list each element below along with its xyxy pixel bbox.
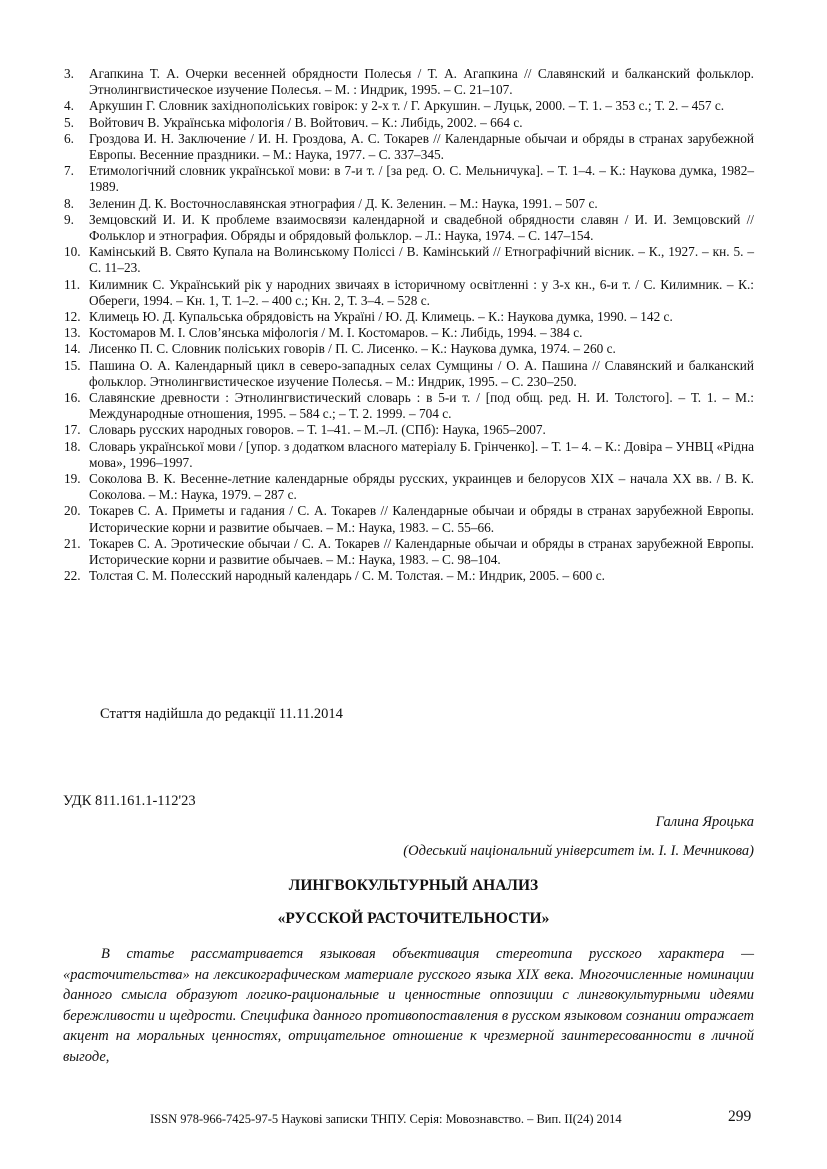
reference-text: Климець Ю. Д. Купальська обрядовість на Україні / Ю. Д. Климець. – К.: Наукова думка, 1990. – 142 с. xyxy=(89,309,673,325)
reference-item xyxy=(64,66,754,98)
reference-text: Зеленин Д. К. Восточнославянская этнография / Д. К. Зеленин. – М.: Наука, 1991. – 507 с. xyxy=(89,195,598,211)
reference-text: Агапкина Т. А. Очерки весенней обрядности Полесья / Т. А. Агапкина // Славянский и балканский фольклор. Этнолингвистическое изучение Полесья. – М. : Индрик, 1995. – С. 21–107. xyxy=(89,66,754,98)
reference-text: Костомаров М. І. Слов’янська міфологія / М. І. Костомаров. – К.: Либідь, 1994. – 384 с. xyxy=(89,325,583,341)
reference-number: 20. xyxy=(64,503,81,519)
reference-text: Земцовский И. И. К проблеме взаимосвязи календарной и свадебной обрядности славян / И. И. Земцовский // Фольклор и этнография. Обряды и обрядовый фольклор. – Л.: Наука, 1974. – С. 147–154. xyxy=(89,211,754,244)
reference-item xyxy=(64,98,754,114)
reference-text: Словарь русских народных говоров. – Т. 1–41. – М.–Л. (СПб): Наука, 1965–2007. xyxy=(89,422,546,438)
reference-item xyxy=(64,115,754,131)
reference-number: 19. xyxy=(64,471,81,487)
reference-text: Токарев С. А. Эротические обычаи / С. А. Токарев // Календарные обычаи и обряды в странах зарубежной Европы. Исторические корни и развитие обычаев. – М.: Наука, 1983. – С. 98–104. xyxy=(89,535,754,568)
reference-item xyxy=(64,244,754,276)
reference-item xyxy=(64,439,754,471)
udc-code: УДК 811.161.1-112'23 xyxy=(63,793,196,809)
reference-item xyxy=(64,536,754,568)
reference-item xyxy=(64,212,754,244)
reference-item xyxy=(64,163,754,195)
reference-number: 17. xyxy=(64,422,81,438)
reference-item xyxy=(64,358,754,390)
author-affiliation: (Одеський національний університет ім. І. І. Мечникова) xyxy=(403,843,754,859)
reference-item xyxy=(64,390,754,422)
reference-item xyxy=(64,309,754,325)
article-title-line-1: ЛИНГВОКУЛЬТУРНЫЙ АНАЛИЗ xyxy=(288,877,539,894)
reference-number: 22. xyxy=(64,568,81,584)
reference-item xyxy=(64,131,754,163)
reference-number: 3. xyxy=(64,66,74,81)
reference-number: 18. xyxy=(64,438,81,454)
reference-item xyxy=(64,325,754,341)
reference-text: Токарев С. А. Приметы и гадания / С. А. Токарев // Календарные обычаи и обряды в странах зарубежной Европы. Исторические корни и развитие обычаев. – М.: Наука, 1983. – С. 55–66. xyxy=(89,503,754,535)
reference-number: 16. xyxy=(64,390,81,406)
reference-number: 8. xyxy=(64,195,74,211)
reference-item xyxy=(64,471,754,503)
page-number: 299 xyxy=(728,1108,752,1125)
reference-text: Етимологічний словник української мови: в 7-и т. / [за ред. О. С. Мельничука]. – Т. 1–4. – К.: Наукова думка, 1982–1989. xyxy=(89,163,754,195)
reference-number: 14. xyxy=(64,341,81,357)
author-name: Галина Яроцька xyxy=(655,814,754,830)
reference-item xyxy=(64,196,754,212)
reference-text: Аркушин Г. Словник західнополіських говірок: у 2-х т. / Г. Аркушин. – Луцьк, 2000. – Т. 1. – 353 с.; Т. 2. – 457 с. xyxy=(89,98,725,114)
reference-number: 6. xyxy=(64,130,74,146)
reference-item xyxy=(64,277,754,309)
reference-number: 4. xyxy=(64,98,74,114)
reference-item xyxy=(64,568,754,584)
reference-number: 13. xyxy=(64,325,81,341)
reference-text: Войтович В. Українська міфологія / В. Войтович. – К.: Либідь, 2002. – 664 с. xyxy=(89,114,523,130)
reference-item xyxy=(64,503,754,535)
reference-list xyxy=(64,66,754,585)
reference-number: 11. xyxy=(64,276,81,292)
reference-text: Лисенко П. С. Словник поліських говорів / П. С. Лисенко. – К.: Наукова думка, 1974. – 260 с. xyxy=(89,341,616,357)
reference-number: 10. xyxy=(64,244,81,260)
journal-footer: ISSN 978-966-7425-97-5 Наукові записки ТНПУ. Серія: Мовознавство. – Вип. ІІ(24) 2014 xyxy=(150,1112,622,1126)
reference-item xyxy=(64,422,754,438)
reference-number: 15. xyxy=(64,357,81,373)
reference-text: Славянские древности : Этнолингвистический словарь : в 5-и т. / [под общ. ред. Н. И. Толстого]. – Т. 1. – М.: Международные отношения, 1995. – 584 с.; – Т. 2. 1999. – 704 с. xyxy=(89,390,754,422)
reference-text: Соколова В. К. Весенне-летние календарные обряды русских, украинцев и белорусов XIX – начала XX вв. / В. К. Соколова. – М.: Наука, 1979. – 287 с. xyxy=(89,471,754,503)
reference-number: 9. xyxy=(64,211,74,227)
reference-number: 7. xyxy=(64,163,74,179)
reference-text: Камінський В. Свято Купала на Волинському Поліссі / В. Камінський // Етнографічний вісник. – К., 1927. – кн. 5. – С. 11–23. xyxy=(89,244,754,276)
abstract: В статье рассматривается языковая объективация стереотипа русского характера — «расточительства» на лексикографическом материале русского языка XIX века. Многочисленные номинации данного смысла образуют логико-рациональные и ценностные оппозиции с лингвокультурными идеями бережливости и щедрости. Специфика данного противопоставления в русском языковом сознании отражает акцент на моральных ценностях, отрицательное отношение к чрезмерной заинтересованности в личной выгоде, xyxy=(63,946,754,1065)
reference-text: Толстая С. М. Полесский народный календарь / С. М. Толстая. – М.: Индрик, 2005. – 600 с. xyxy=(89,568,606,584)
article-title-line-2: «РУССКОЙ РАСТОЧИТЕЛЬНОСТИ» xyxy=(277,910,550,927)
reference-text: Пашина О. А. Календарный цикл в северо-западных селах Сумщины / О. А. Пашина // Славянский и балканский фольклор. Этнолингвистическое изучение Полесья. – М.: Индрик, 1995. – С. 230–250. xyxy=(89,357,754,389)
received-note: Стаття надійшла до редакції 11.11.2014 xyxy=(100,706,343,722)
reference-text: Словарь української мови / [упор. з додатком власного матеріалу Б. Грінченко]. – Т. 1– 4. – К.: Довіра – УНВЦ «Рідна мова», 1996–1997. xyxy=(89,438,754,470)
reference-number: 12. xyxy=(64,309,81,325)
reference-number: 5. xyxy=(64,114,74,130)
reference-number: 21. xyxy=(64,535,81,551)
reference-item xyxy=(64,341,754,357)
reference-text: Килимник С. Український рік у народних звичаях в історичному освітленні : у 3-х кн., 6-и т. / С. Килимник. – К.: Обереги, 1994. – Кн. 1, Т. 1–2. – 400 с.; Кн. 2, Т. 3–4. – 528 с. xyxy=(89,276,754,308)
reference-text: Гроздова И. Н. Заключение / И. Н. Гроздова, А. С. Токарев // Календарные обычаи и обряды в странах зарубежной Европы. Весенние праздники. – М.: Наука, 1977. – С. 337–345. xyxy=(89,130,754,163)
